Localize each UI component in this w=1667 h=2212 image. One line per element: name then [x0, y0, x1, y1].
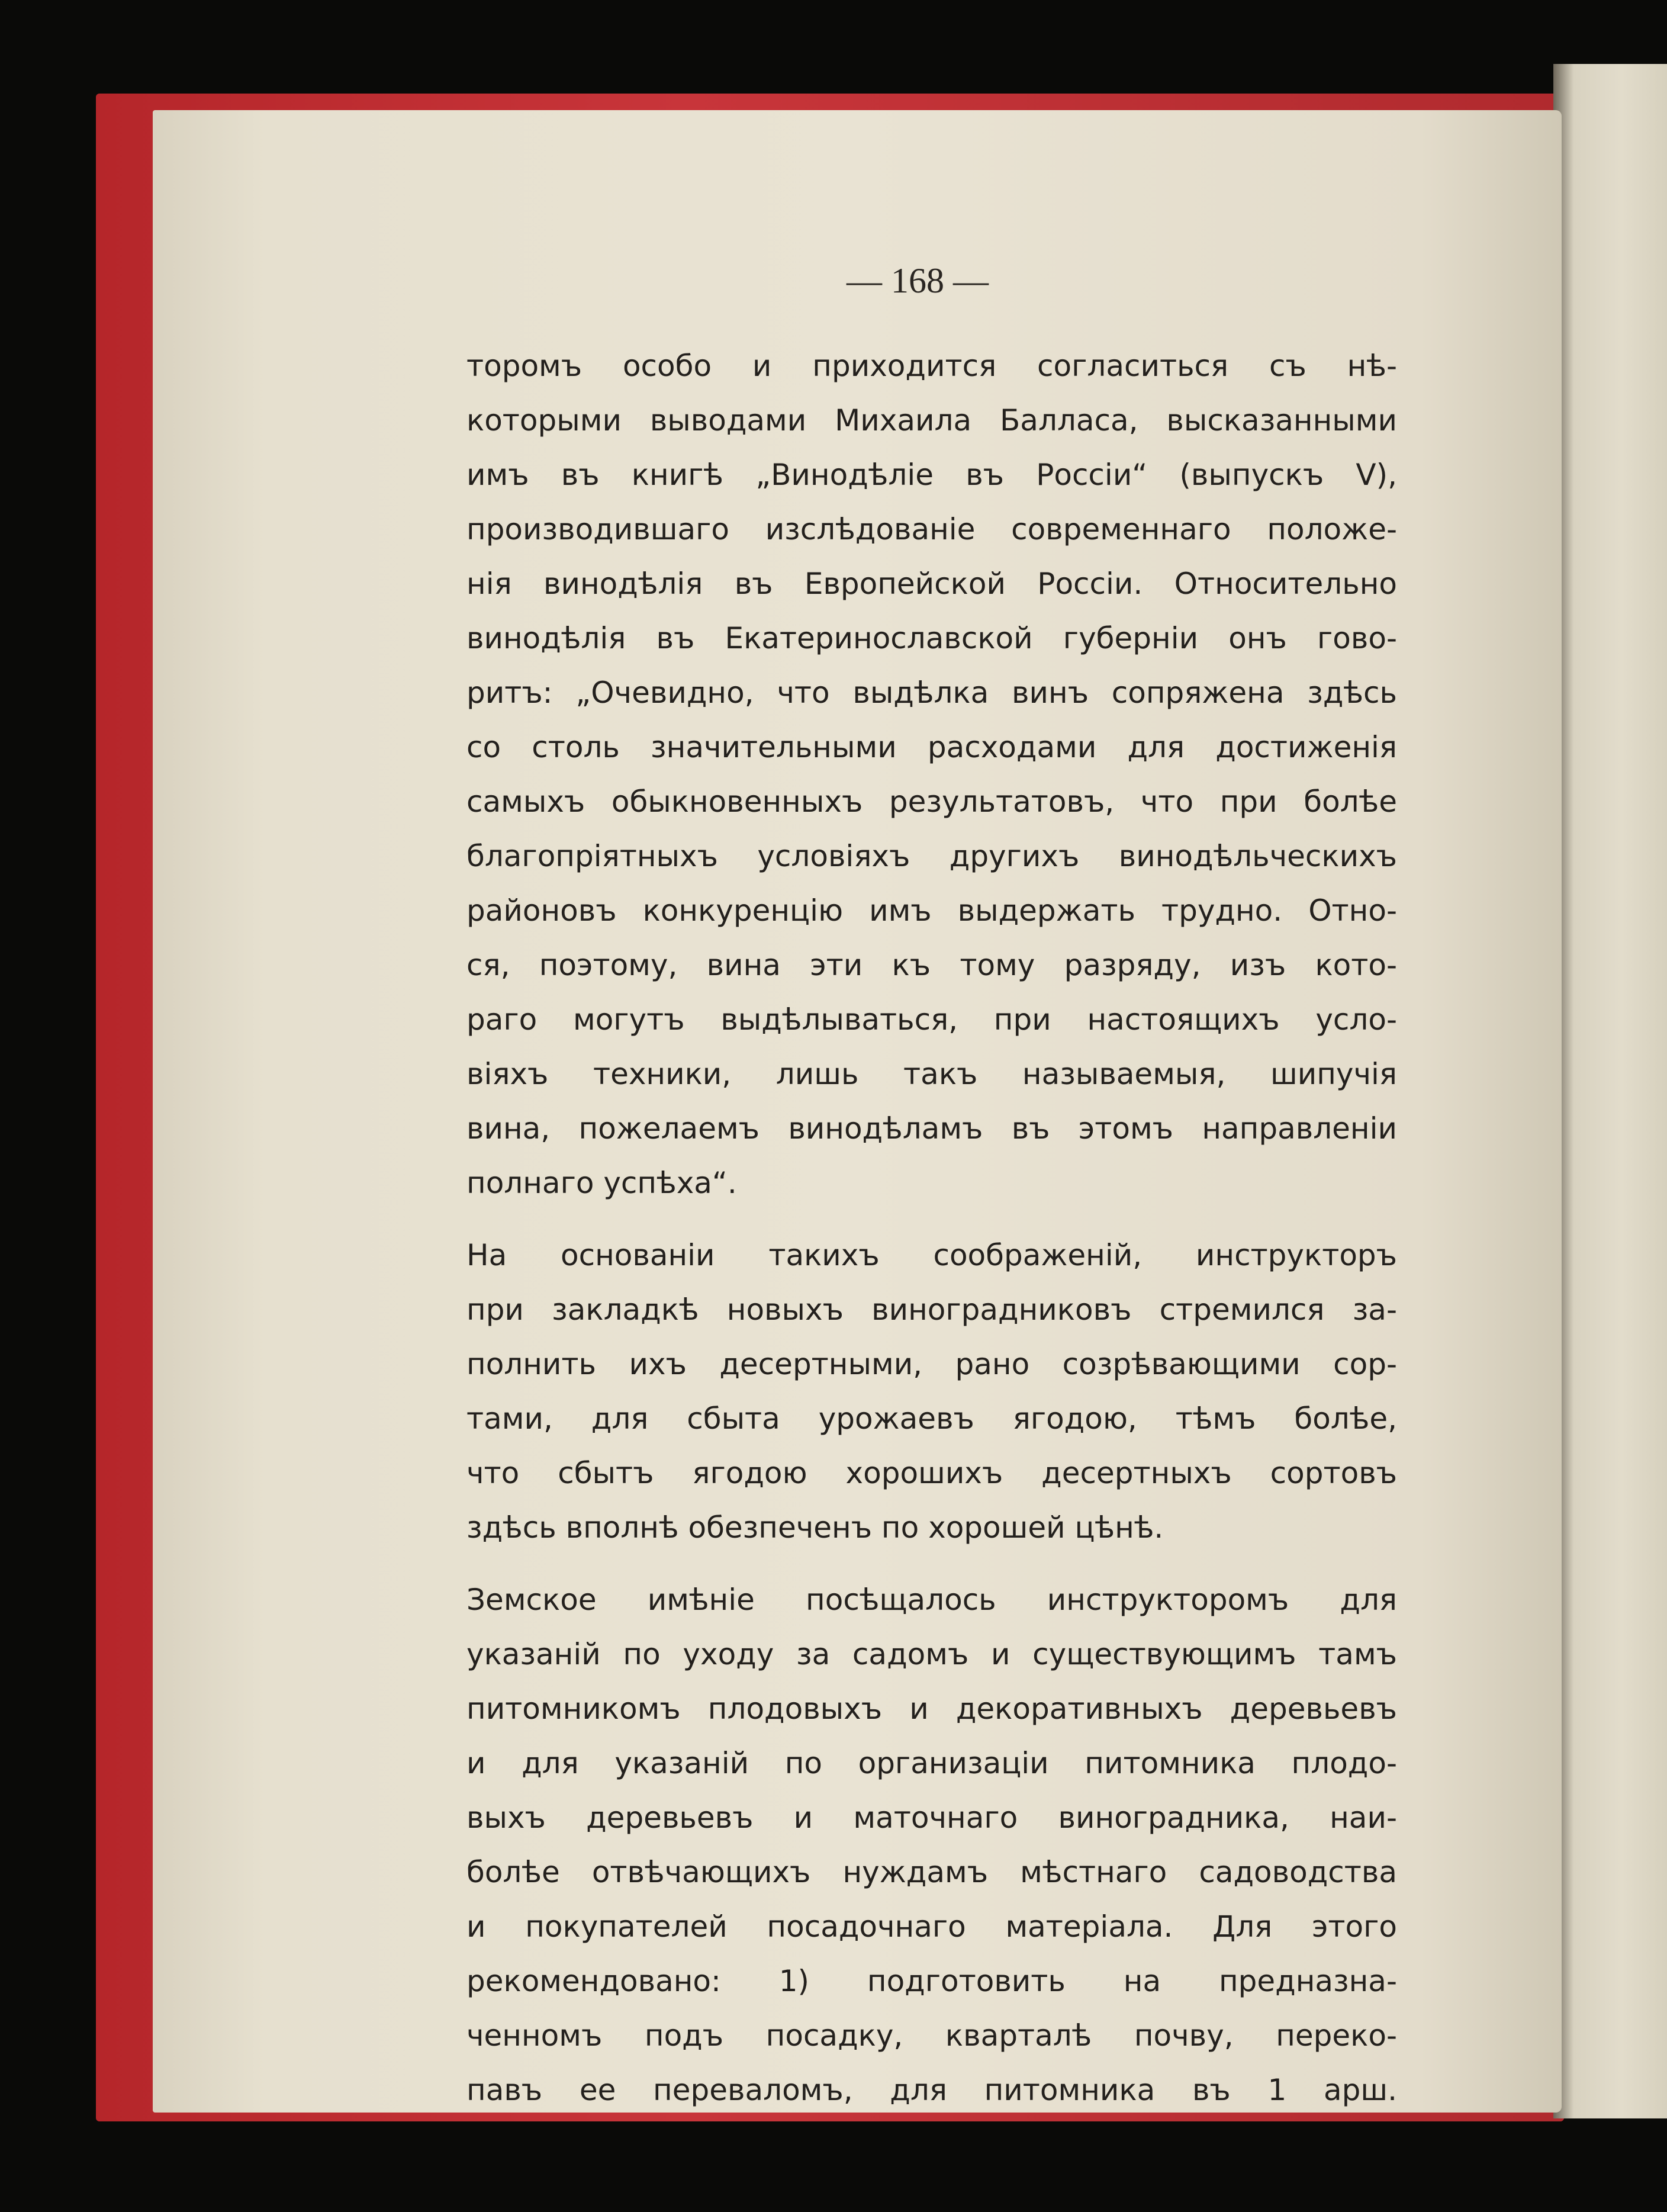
text-line: Земское имѣніе посѣщалось инструкторомъ для: [466, 1583, 1397, 1617]
paragraph-gap: [466, 1210, 1397, 1228]
text-line: указаній по уходу за садомъ и существующимъ тамъ: [466, 1637, 1397, 1671]
text-line: торомъ особо и приходится согласиться съ нѣ-: [466, 349, 1397, 383]
text-line: здѣсь вполнѣ обезпеченъ по хорошей цѣнѣ.: [466, 1510, 1164, 1545]
text-line: благопріятныхъ условіяхъ другихъ винодѣльческихъ: [466, 839, 1397, 873]
paragraph: [466, 339, 1397, 1210]
text-line: ся, поэтому, вина эти къ тому разряду, изъ кото-: [466, 948, 1397, 982]
text-line: полнаго успѣха“.: [466, 1166, 737, 1200]
text-line: вина, пожелаемъ винодѣламъ въ этомъ направленіи: [466, 1111, 1397, 1146]
text-line: при закладкѣ новыхъ виноградниковъ стремился за-: [466, 1293, 1397, 1327]
text-line: віяхъ техники, лишь такъ называемыя, шипучія: [466, 1057, 1397, 1091]
paragraph: [466, 1228, 1397, 1555]
text-line: болѣе отвѣчающихъ нуждамъ мѣстнаго садоводства: [466, 1855, 1397, 1889]
paragraph: [466, 1573, 1397, 2117]
text-line: что сбытъ ягодою хорошихъ десертныхъ сортовъ: [466, 1456, 1397, 1490]
text-line: тами, для сбыта урожаевъ ягодою, тѣмъ болѣе,: [466, 1401, 1397, 1436]
text-line: выхъ деревьевъ и маточнаго виноградника, наи-: [466, 1801, 1397, 1835]
text-line: ченномъ подъ посадку, кварталѣ почву, переко-: [466, 2018, 1397, 2053]
text-line: ритъ: „Очевидно, что выдѣлка винъ сопряжена здѣсь: [466, 676, 1397, 710]
text-line: нія винодѣлія въ Европейской Россіи. Относительно: [466, 567, 1397, 601]
text-line: имъ въ книгѣ „Винодѣліе въ Россіи“ (выпускъ V),: [466, 458, 1397, 492]
text-line: районовъ конкуренцію имъ выдержать трудно. Отно-: [466, 893, 1397, 928]
text-line: раго могутъ выдѣлываться, при настоящихъ усло-: [466, 1002, 1397, 1037]
page-text: [466, 339, 1397, 2117]
adjacent-page-edge: [1553, 64, 1667, 2118]
text-line: самыхъ обыкновенныхъ результатовъ, что при болѣе: [466, 785, 1397, 819]
text-line: павъ ее переваломъ, для питомника въ 1 арш.: [466, 2073, 1397, 2107]
page-number: — 168 —: [847, 261, 989, 300]
text-line: полнить ихъ десертными, рано созрѣвающими сор-: [466, 1347, 1397, 1381]
text-line: которыми выводами Михаила Балласа, высказанными: [466, 403, 1397, 438]
paragraph-gap: [466, 1555, 1397, 1573]
text-line: со столь значительными расходами для достиженія: [466, 730, 1397, 764]
text-line: рекомендовано: 1) подготовить на предназна-: [466, 1964, 1397, 1998]
text-line: и покупателей посадочнаго матеріала. Для этого: [466, 1909, 1397, 1944]
text-line: винодѣлія въ Екатеринославской губерніи онъ гово-: [466, 621, 1397, 655]
text-line: производившаго изслѣдованіе современнаго положе-: [466, 512, 1397, 546]
text-line: и для указаній по организаціи питомника плодо-: [466, 1746, 1397, 1780]
text-line: На основаніи такихъ соображеній, инструкторъ: [466, 1238, 1397, 1272]
text-line: питомникомъ плодовыхъ и декоративныхъ деревьевъ: [466, 1692, 1397, 1726]
